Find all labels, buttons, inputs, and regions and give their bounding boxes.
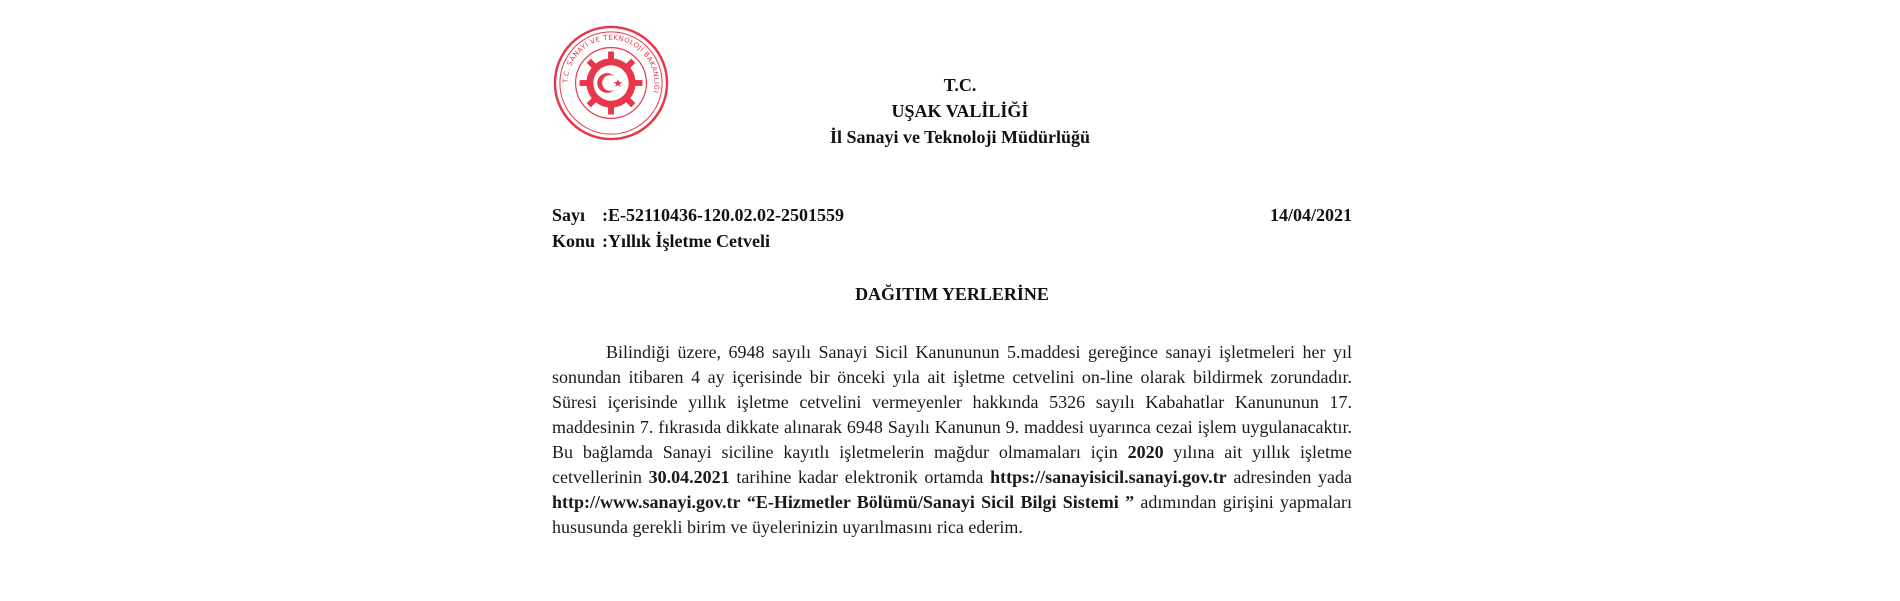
sanayi-url: http://www.sanayi.gov.tr xyxy=(552,492,741,512)
deadline-date: 30.04.2021 xyxy=(648,467,730,487)
konu-row xyxy=(552,228,1352,254)
sayi-value: :E-52110436-120.02.02-2501559 xyxy=(602,205,844,225)
sayi-row xyxy=(552,202,1352,228)
sanayisicil-url: https://sanayisicil.sanayi.gov.tr xyxy=(990,467,1227,487)
document-header xyxy=(760,72,1160,150)
menu-path: “E-Hizmetler Bölümü/Sanayi Sicil Bilgi Sistemi ” xyxy=(746,492,1135,512)
sayi-label: Sayı xyxy=(552,205,586,225)
svg-text:T.C. SANAYİ VE TEKNOLOJİ BAKAN: T.C. SANAYİ VE TEKNOLOJİ BAKANLIĞI xyxy=(561,33,661,95)
body-paragraph xyxy=(552,340,1352,540)
body-text-1: Bilindiği üzere, 6948 sayılı Sanayi Sicil Kanununun 5.maddesi gereğince sanayi işletmeleri her yıl sonundan itibaren 4 ay içerisinde bir önceki yıla ait işletme cetvelini on-line olarak bildirmek zorundadır. Süresi içerisinde yıllık işletme cetvelini vermeyenler hakkında 5326 sayılı Kabahatlar Kanununun 17. maddesinin 7. fıkrasıda dikkate alınarak 6948 Sayılı Kanunun 9. maddesi uyarınca cezai işlem uygulanacaktır. Bu bağlamda Sanayi siciline kayıtlı işletmelerin mağdur olmamaları için xyxy=(552,342,1352,462)
header-governorship: UŞAK VALİLİĞİ xyxy=(891,101,1029,121)
header-tc: T.C. xyxy=(943,75,977,95)
ministry-seal-icon xyxy=(552,24,670,142)
body-text-4: adresinden yada xyxy=(1226,467,1352,487)
body-text-2: yılına ait yıllık işletme cetvellerinin xyxy=(552,442,1352,487)
document-meta xyxy=(552,202,1352,254)
year-value: 2020 xyxy=(1127,442,1164,462)
document-date: 14/04/2021 xyxy=(1269,205,1352,225)
body-text-6: adımından girişini yapmaları hususunda gerekli birim ve üyelerinizin uyarılmasını rica ederim. xyxy=(552,492,1353,537)
konu-value: :Yıllık İşletme Cetveli xyxy=(602,231,770,251)
header-directorate: İl Sanayi ve Teknoloji Müdürlüğü xyxy=(829,127,1091,147)
body-text-3: tarihine kadar elektronik ortamda xyxy=(729,467,991,487)
distribution-heading: DAĞITIM YERLERİNE xyxy=(855,284,1049,304)
konu-label: Konu xyxy=(552,231,596,251)
